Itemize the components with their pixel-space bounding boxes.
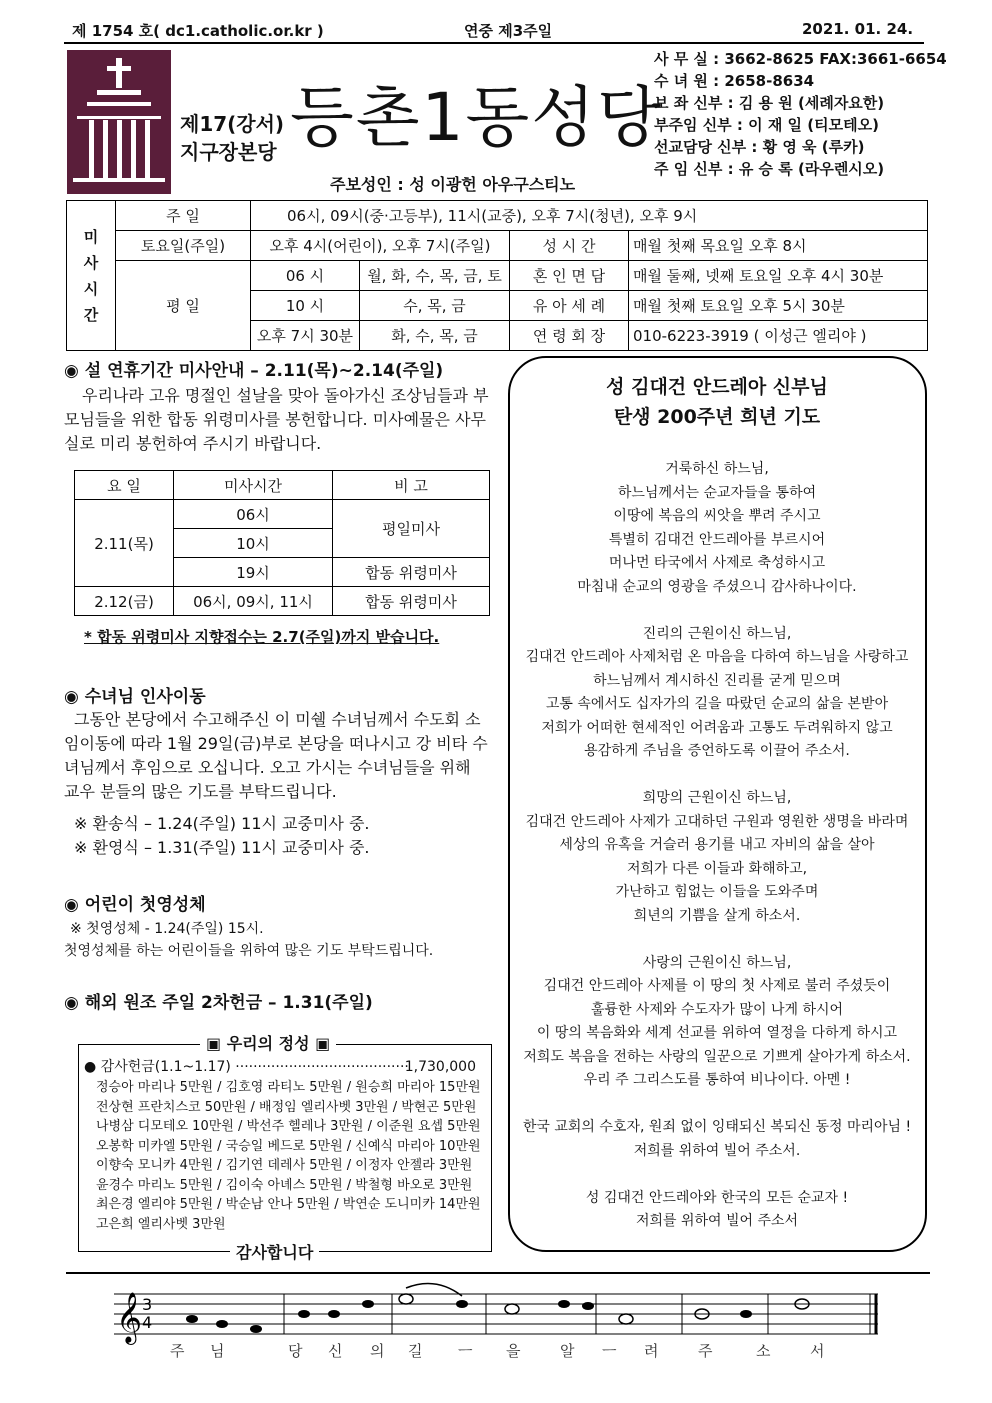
holiday-day1-time2: 10시	[174, 529, 333, 558]
lyric-syllable: 주	[170, 1342, 185, 1360]
prayer-line: 거룩하신 하느님,	[665, 461, 769, 477]
lyric-syllable: 신	[328, 1342, 343, 1360]
lyric-syllable: 의	[370, 1342, 385, 1360]
communion-date: ※ 첫영성체 - 1.24(주일) 15시.	[70, 921, 264, 937]
lyric-syllable: 서	[810, 1342, 825, 1360]
prayer-line: 희년의 기쁨을 살게 하소서.	[633, 907, 801, 924]
holiday-title: ◉ 설 연휴기간 미사안내 – 2.11(목)~2.14(주일)	[64, 361, 444, 381]
associate-priest: 부주임 신부 : 이 재 일 (티모테오)	[654, 116, 879, 134]
lyric-syllable: ㅡ	[602, 1342, 617, 1360]
prayer-line: 이 땅의 복음화와 세계 선교를 위하여 열정을 다하게 하시고	[536, 1025, 898, 1041]
sister-farewell: ※ 환송식 – 1.24(주일) 11시 교중미사 중.	[74, 814, 370, 833]
holiday-day2: 2.12(금)	[75, 587, 174, 616]
weekday-time-2: 10 시	[251, 291, 360, 321]
prayer-stanza	[508, 1116, 926, 1163]
district-line2: 지구장본당	[180, 140, 277, 164]
offering-summary-amount: 1,730,000	[404, 1059, 476, 1075]
lyric-syllable: 알	[560, 1342, 575, 1360]
lyric-syllable: 소	[756, 1342, 771, 1360]
prayer-line: 김대건 안드레아 사제가 고대하던 구원과 영원한 생명을 바라며	[525, 813, 909, 830]
marriage-label: 혼 인 면 담	[510, 261, 629, 291]
prayer-line: 저희가 다른 이들과 화해하고,	[626, 860, 808, 877]
prayer-text	[508, 458, 926, 1257]
weekday-days-1: 월, 화, 수, 목, 금, 토	[360, 261, 510, 291]
prayer-line: 성 김대건 안드레아와 한국의 모든 순교자 !	[585, 1189, 849, 1206]
prayer-line: 저희를 위하여 빌어 주소서.	[633, 1142, 801, 1159]
donor-line: 윤경수 마리노 5만원 / 김이숙 아녜스 5만원 / 박철형 바오로 3만원	[96, 1177, 473, 1193]
church-logo	[67, 50, 171, 194]
prayer-stanza	[508, 458, 926, 599]
mission-title: ◉ 해외 원조 주일 2차헌금 – 1.31(주일)	[64, 993, 373, 1013]
funeral-value: 010-6223-3919 ( 이성근 엘리야 )	[629, 321, 928, 351]
holiday-day1: 2.11(목)	[75, 500, 174, 587]
sister-body: 그동안 본당에서 수고해주신 이 미쉘 수녀님께서 수도회 소임이동에 따라 1월 29일(금)부로 본당을 떠나시고 강 비타 수녀님께서 후임으로 오십니다. 오고 가시는 수녀님들을 위해 교우 분들의 많은 기도를 부탁드립니다.	[64, 710, 488, 801]
prayer-line: 우리 주 그리스도를 통하여 비나이다. 아멘 !	[583, 1072, 851, 1088]
holiday-day1-time1: 06시	[174, 500, 333, 529]
lyric-syllable: 길	[408, 1342, 423, 1360]
offering-list	[84, 1058, 488, 1234]
donor-line: 이향숙 모니카 4만원 / 김기연 데레사 5만원 / 이정자 안젤라 3만원	[96, 1158, 473, 1173]
prayer-line: 진리의 근원이신 하느님,	[642, 625, 792, 642]
office-info	[654, 48, 947, 180]
office-phone: 사 무 실 : 3662-8625 FAX:3661-6654	[654, 50, 947, 68]
prayer-stanza	[508, 623, 926, 764]
prayer-line: 고통 속에서도 십자가의 길을 따랐던 순교의 삶을 본받아	[545, 696, 889, 712]
music-staff-icon	[66, 1274, 930, 1374]
saturday-label: 토요일(주일)	[116, 231, 251, 261]
assistant-priest: 보 좌 신부 : 김 용 원 (세례자요한)	[654, 94, 885, 112]
prayer-line: 마침내 순교의 영광을 주셨으니 감사하나이다.	[577, 578, 857, 595]
offering-summary-label: ● 감사헌금(1.1~1.17) ·······································	[84, 1059, 409, 1075]
baptism-value: 매월 첫째 토요일 오후 5시 30분	[629, 291, 928, 321]
pastor: 주 임 신부 : 유 승 록 (라우렌시오)	[654, 160, 885, 178]
weekday-label: 평 일	[116, 261, 251, 351]
baptism-label: 유 아 세 례	[510, 291, 629, 321]
offering-title: ▣ 우리의 정성 ▣	[200, 1031, 336, 1054]
prayer-line: 저희를 위하여 빌어 주소서	[635, 1213, 799, 1229]
lyric-syllable: 주	[698, 1342, 713, 1360]
sunday-times: 06시, 09시(중·고등부), 11시(교중), 오후 7시(청년), 오후 9시	[251, 201, 928, 231]
prayer-line: 하느님께서는 순교자들을 통하여	[617, 484, 817, 501]
weekday-days-2: 수, 목, 금	[360, 291, 510, 321]
sunday-label: 주 일	[116, 201, 251, 231]
prayer-line: 훌륭한 사제와 수도자가 많이 나게 하시어	[590, 1001, 844, 1018]
prayer-line: 세상의 유혹을 거슬러 용기를 내고 자비의 삶을 살아	[559, 837, 875, 853]
district-line1: 제17(강서)	[180, 112, 285, 136]
church-name: 등촌1동성당	[290, 79, 663, 156]
prayer-line: 희망의 근원이신 하느님,	[642, 790, 792, 806]
prayer-stanza	[508, 787, 926, 928]
lyric-syllable: ㅡ	[458, 1342, 473, 1360]
adoration-label: 성 시 간	[510, 231, 629, 261]
hymn-staff	[66, 1272, 930, 1374]
prayer-line: 저희도 복음을 전하는 사랑의 일꾼으로 기쁘게 살아가게 하소서.	[523, 1048, 911, 1065]
holiday-footnote: * 합동 위령미사 지향접수는 2.7(주일)까지 받습니다.	[84, 628, 440, 646]
prayer-line: 한국 교회의 수호자, 원죄 없이 잉태되신 복되신 동정 마리아님 !	[522, 1119, 912, 1135]
liturgical-week: 연중 제3주일	[464, 22, 553, 40]
holiday-day2-note: 합동 위령미사	[333, 587, 490, 616]
prayer-line: 가난하고 힘없는 이들을 도와주며	[615, 884, 819, 900]
donor-line: 오봉학 미카엘 5만원 / 국승일 베드로 5만원 / 신예식 마리아 10만원	[96, 1138, 481, 1154]
communion-title: ◉ 어린이 첫영성체	[64, 895, 206, 915]
weekday-time-1: 06 시	[251, 261, 360, 291]
holiday-header-day: 요 일	[75, 471, 174, 500]
prayer-line: 머나먼 타국에서 사제로 축성하시고	[608, 555, 826, 571]
lyric-syllable: 려	[644, 1342, 659, 1360]
lyric-syllable: 을	[506, 1342, 521, 1360]
marriage-value: 매월 둘째, 넷째 토요일 오후 4시 30분	[629, 261, 928, 291]
sister-title: ◉ 수녀님 인사이동	[64, 687, 206, 707]
prayer-line: 저희가 어떠한 현세적인 어려움과 고통도 두려워하지 않고	[541, 719, 893, 736]
issue-date: 2021. 01. 24.	[802, 20, 914, 38]
adoration-value: 매월 첫째 목요일 오후 8시	[629, 231, 928, 261]
holiday-body: 우리나라 고유 명절인 설날을 맞아 돌아가신 조상님들과 부모님들을 위한 합동 위령미사를 봉헌합니다. 미사예물은 사무실로 미리 봉헌하여 주시기 바랍니다.	[64, 386, 489, 453]
holiday-header-time: 미사시간	[174, 471, 333, 500]
lyric-syllable: 님	[210, 1342, 225, 1360]
donor-line: 최은경 엘리야 5만원 / 박순남 안나 5만원 / 박연순 도니미카 14만원	[96, 1197, 481, 1212]
mission-priest: 선교담당 신부 : 황 영 욱 (루카)	[654, 138, 865, 156]
mass-label: 미 사 시 간	[67, 201, 116, 351]
donor-line: 나병삼 디모테오 10만원 / 박선주 헬레나 3만원 / 이준원 요셉 5만원	[96, 1119, 481, 1134]
district-title	[180, 110, 284, 166]
prayer-line: 하느님께서 계시하신 진리를 굳게 믿으며	[593, 672, 841, 689]
lyric-syllable: 당	[288, 1342, 303, 1360]
prayer-line: 용감하게 주님을 증언하도록 이끌어 주소서.	[584, 743, 850, 759]
funeral-label: 연 령 회 장	[510, 321, 629, 351]
offering-donors	[84, 1078, 488, 1234]
donor-line: 정승아 마리나 5만원 / 김호영 라티노 5만원 / 원승희 마리아 15만원	[96, 1080, 481, 1095]
weekday-days-3: 화, 수, 목, 금	[360, 321, 510, 351]
prayer-title-line2: 탄생 200주년 희년 기도	[613, 406, 821, 428]
sister-welcome: ※ 환영식 – 1.31(주일) 11시 교중미사 중.	[74, 838, 370, 857]
saturday-times: 오후 4시(어린이), 오후 7시(주일)	[251, 231, 510, 261]
prayer-line: 사랑의 근원이신 하느님,	[642, 954, 792, 971]
offering-summary	[84, 1058, 488, 1078]
holiday-day1-note2: 합동 위령미사	[333, 558, 490, 587]
prayer-title	[508, 372, 926, 432]
prayer-line: 김대건 안드레아 사제를 이 땅의 첫 사제로 불러 주셨듯이	[543, 978, 891, 994]
prayer-line: 이땅에 복음의 씨앗을 뿌려 주시고	[613, 508, 821, 524]
holiday-table	[74, 470, 490, 616]
prayer-stanza	[508, 1187, 926, 1234]
prayer-line: 특별히 김대건 안드레아를 부르시어	[608, 531, 826, 548]
donor-line: 고은희 엘리사벳 3만원	[96, 1216, 226, 1232]
communion-body: 첫영성체를 하는 어린이들을 위하여 많은 기도 부탁드립니다.	[64, 943, 434, 959]
prayer-stanza	[508, 952, 926, 1093]
svg-text:𝄞: 𝄞	[116, 1292, 143, 1343]
issue-header	[64, 18, 924, 44]
issue-number: 제 1754 호( dc1.catholic.or.kr )	[72, 22, 324, 40]
holiday-day1-note1: 평일미사	[333, 500, 490, 558]
svg-text:4: 4	[142, 1313, 153, 1332]
patron-saint: 주보성인 : 성 이광헌 아우구스티노	[330, 175, 576, 194]
convent-phone: 수 녀 원 : 2658-8634	[654, 72, 815, 90]
church-building-icon	[67, 50, 171, 194]
thanks-text: 감사합니다	[230, 1240, 319, 1263]
holiday-day2-times: 06시, 09시, 11시	[174, 587, 333, 616]
mass-schedule-table	[66, 200, 928, 351]
prayer-title-line1: 성 김대건 안드레아 신부님	[606, 376, 828, 398]
holiday-header-note: 비 고	[333, 471, 490, 500]
donor-line: 전상현 프란치스코 50만원 / 배정임 엘리사벳 3만원 / 박현곤 5만원	[96, 1099, 477, 1115]
prayer-line: 김대건 안드레아 사제처럼 온 마음을 다하여 하느님을 사랑하고	[525, 649, 909, 665]
time-signature: 3	[142, 1295, 153, 1314]
holiday-day1-time3: 19시	[174, 558, 333, 587]
weekday-time-3: 오후 7시 30분	[251, 321, 360, 351]
